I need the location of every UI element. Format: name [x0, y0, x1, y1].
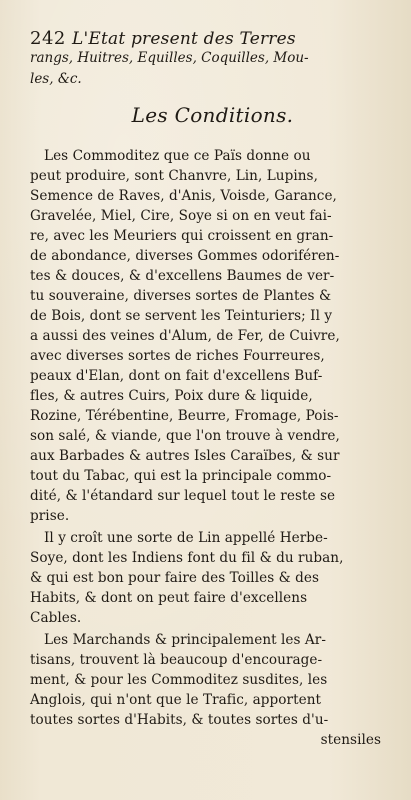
body-line: toutes sortes d'Habits, & toutes sortes d'u-	[30, 712, 329, 728]
body-line: avec diverses sortes de riches Fourreures,	[30, 348, 325, 364]
body-line: Les Commoditez que ce Païs donne ou	[44, 148, 311, 164]
text-block	[30, 0, 395, 800]
section-title: Les Conditions.	[131, 103, 294, 127]
body-line: Anglois, qui n'ont que le Trafic, apportent	[30, 692, 322, 708]
body-line: re, avec les Meuriers qui croissent en gran-	[30, 228, 334, 244]
body-line: & qui est bon pour faire des Toilles & des	[30, 570, 319, 586]
body-line: peut produire, sont Chanvre, Lin, Lupins,	[30, 168, 318, 184]
body-line: Gravelée, Miel, Cire, Soye si on en veut fai-	[30, 208, 332, 224]
body-line: tout du Tabac, qui est la principale commo-	[30, 468, 332, 484]
body-line: fles, & autres Cuirs, Poix dure & liquide,	[30, 388, 313, 404]
body-line: de Bois, dont se servent les Teinturiers; Il y	[30, 308, 333, 324]
body-line: Habits, & dont on peut faire d'excellens	[30, 590, 308, 606]
body-line: tisans, trouvent là beaucoup d'encourage-	[30, 652, 323, 668]
carryover-line-1: rangs, Huitres, Equilles, Coquilles, Mou-	[30, 50, 309, 66]
body-line: prise.	[30, 508, 70, 524]
body-line: Cables.	[30, 610, 82, 626]
page-number: 242	[30, 28, 66, 49]
body-line: dité, & l'étandard sur lequel tout le reste se	[30, 488, 336, 504]
running-head: L'Etat present des Terres	[72, 29, 296, 49]
body-line: Il y croît une sorte de Lin appellé Herbe-	[44, 530, 328, 546]
body-line: Semence de Raves, d'Anis, Voisde, Garance,	[30, 188, 337, 204]
body-line: peaux d'Elan, dont on fait d'excellens Buf-	[30, 368, 323, 384]
body-line: Les Marchands & principalement les Ar-	[44, 632, 326, 648]
page-header	[30, 28, 395, 49]
body-line: de abondance, diverses Gommes odoriféren-	[30, 248, 340, 264]
body-line: son salé, & viande, que l'on trouve à vendre,	[30, 428, 340, 444]
body-line: aux Barbades & autres Isles Caraïbes, & sur	[30, 448, 340, 464]
body-line: tu souveraine, diverses sortes de Plantes &	[30, 288, 332, 304]
body-line: Soye, dont les Indiens font du fil & du ruban,	[30, 550, 344, 566]
body-line: ment, & pour les Commoditez susdites, les	[30, 672, 328, 688]
body-line: Rozine, Térébentine, Beurre, Fromage, Pois-	[30, 408, 339, 424]
body-line: stensiles	[320, 732, 381, 748]
carryover-line-2: les, &c.	[30, 71, 82, 87]
body-line: a aussi des veines d'Alum, de Fer, de Cuivre,	[30, 328, 340, 344]
body-line: tes & douces, & d'excellens Baumes de ver-	[30, 268, 335, 284]
